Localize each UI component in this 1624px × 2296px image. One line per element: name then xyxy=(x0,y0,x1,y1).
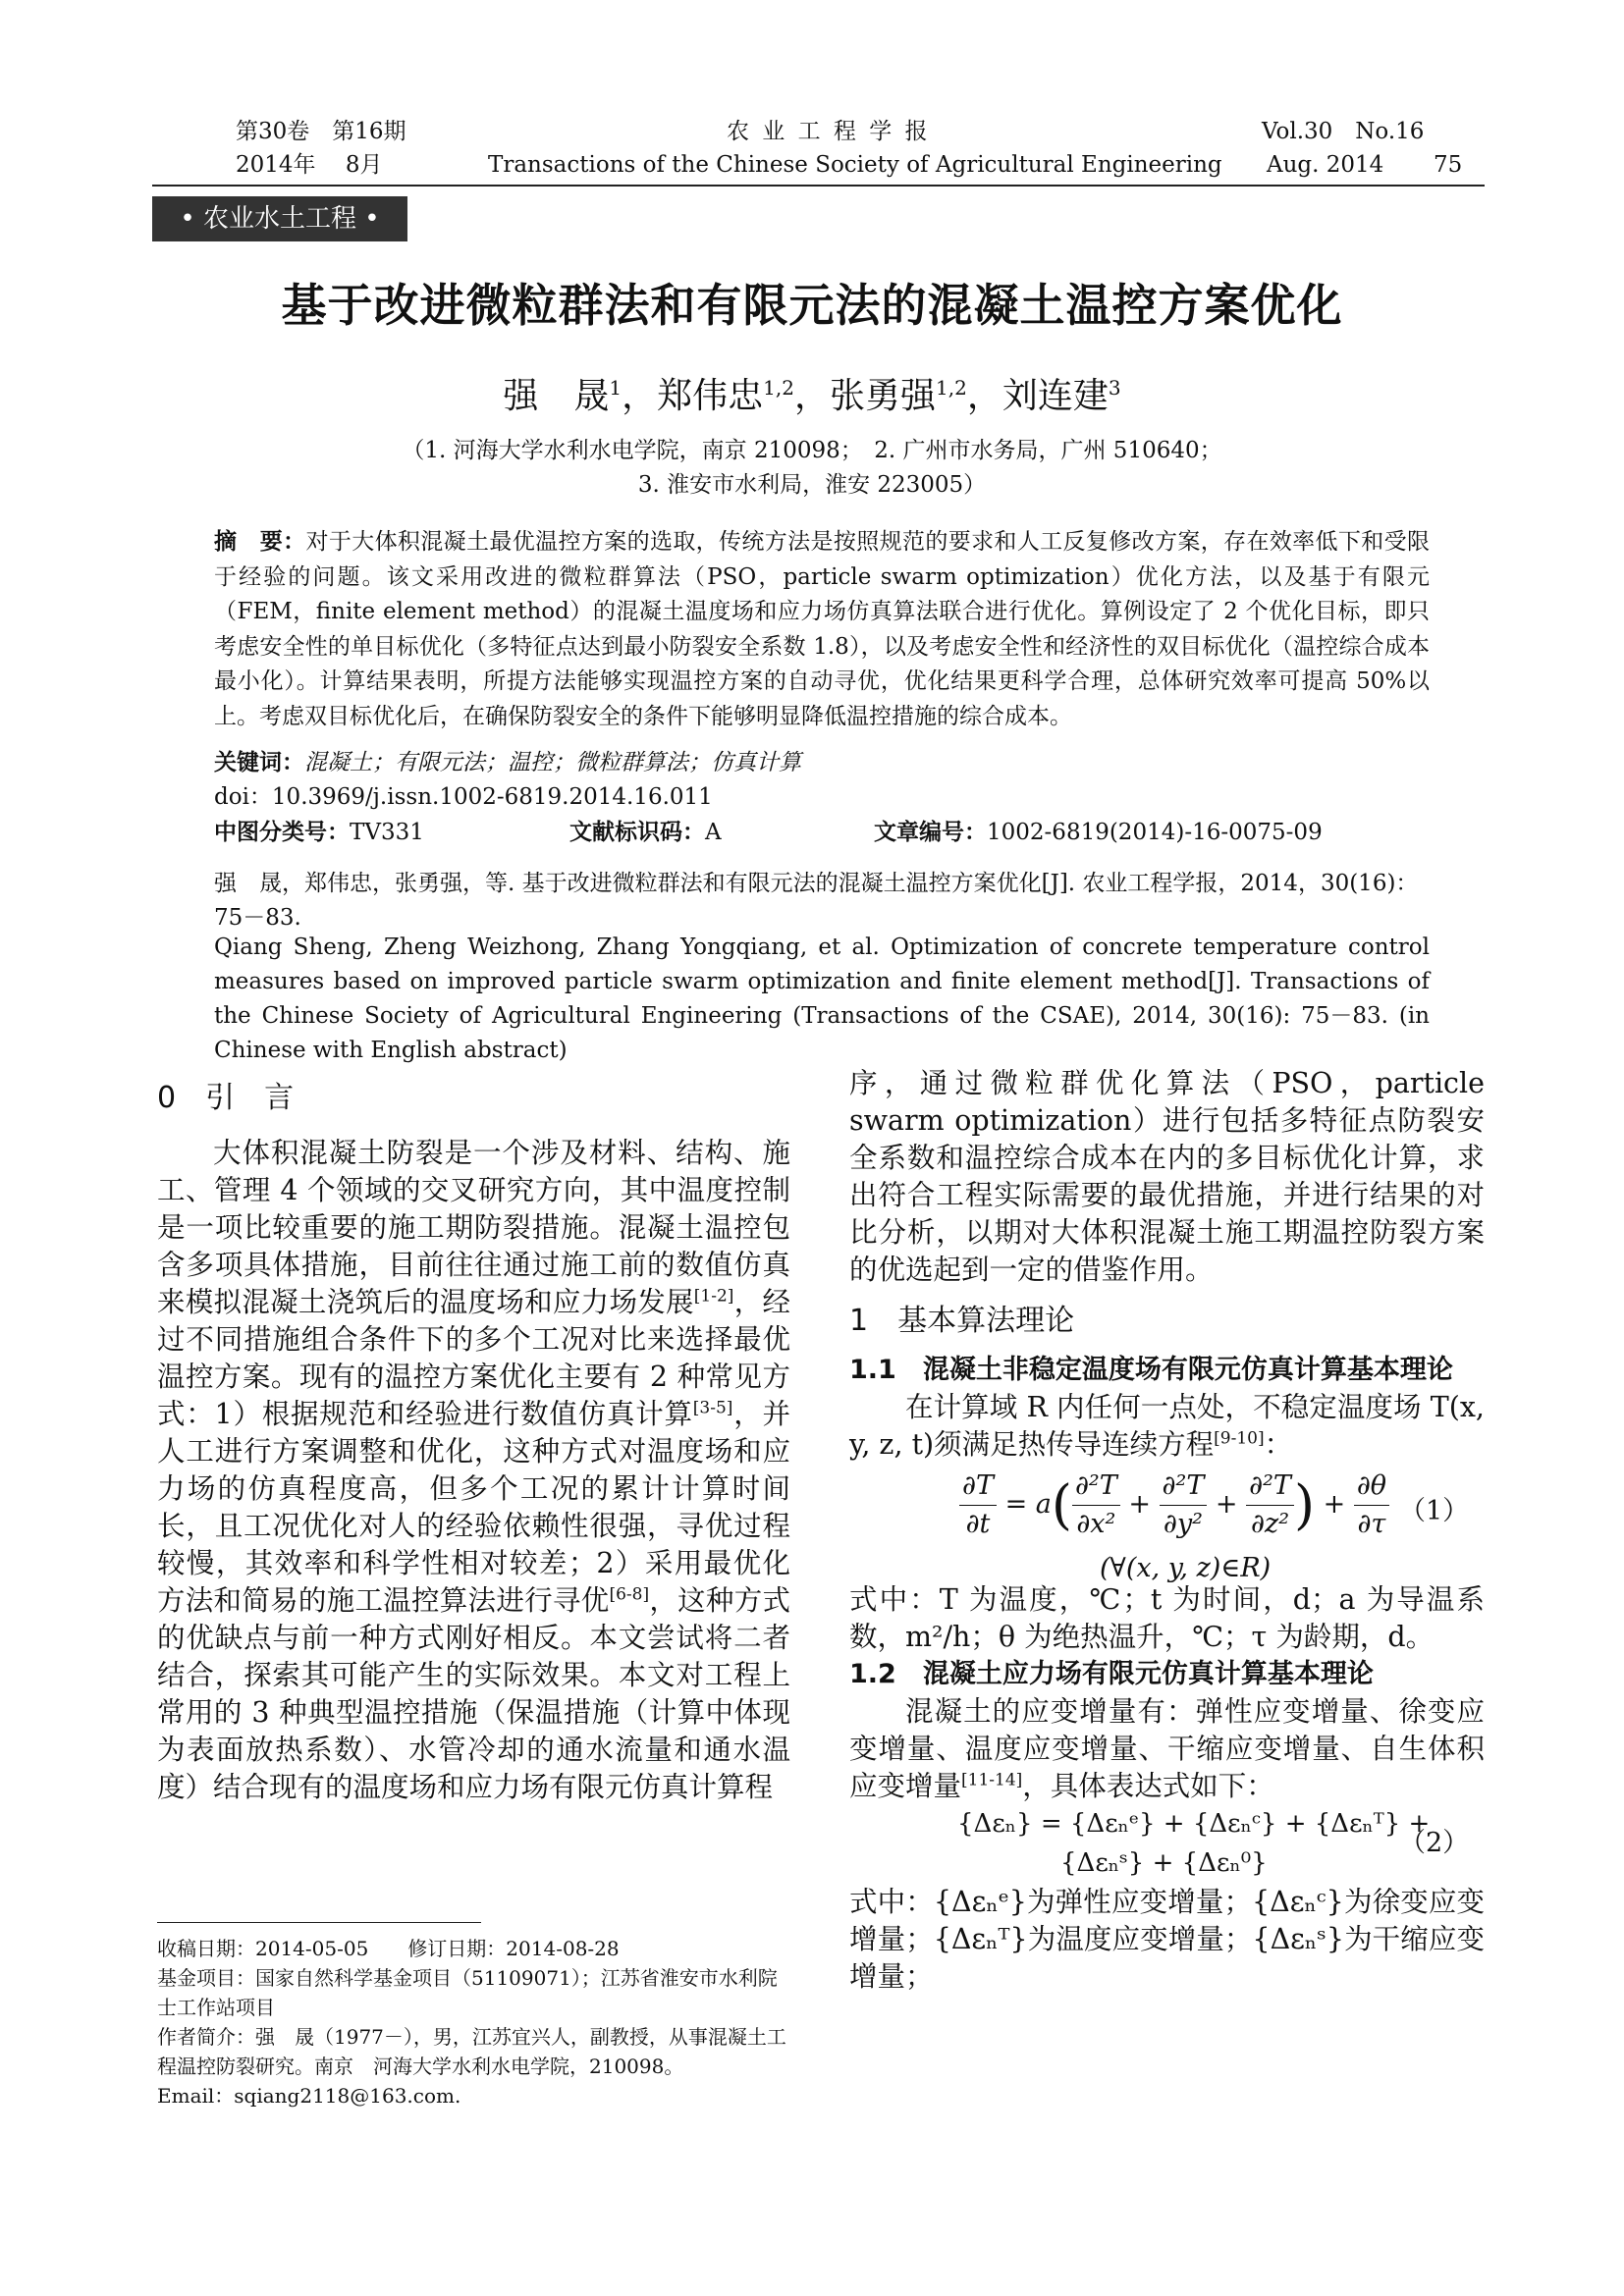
paper-title: 基于改进微粒群法和有限元法的混凝土温控方案优化 xyxy=(281,279,1343,332)
author-affil-sup: 1 xyxy=(609,376,623,400)
section-heading-1: 1 基本算法理论 xyxy=(849,1304,1075,1338)
doi: doi：10.3969/j.issn.1002-6819.2014.16.011 xyxy=(214,784,713,810)
equation-2-line-2: {Δεₙˢ} + {Δεₙ⁰} xyxy=(1060,1848,1268,1878)
affiliation-line-1: （1. 河海大学水利水电学院，南京 210098； 2. 广州市水务局，广州 510640； xyxy=(402,438,1222,463)
left-column xyxy=(157,1080,790,1806)
footnote-rule xyxy=(157,1922,481,1923)
header-date-en: Aug. 2014 xyxy=(1267,152,1384,178)
section-heading-introduction: 0 引 言 xyxy=(157,1081,295,1115)
introduction-paragraph xyxy=(157,1135,790,1806)
introduction-continuation: 序，通过微粒群优化算法（PSO，particle swarm optimization）进行包括多特征点防裂安全系数和温控综合成本在内的多目标优化计算，求出符合工程实际需要的最优措施，并进行结果的对比分析，以期对大体积混凝土施工期温控防裂方案的优选起到一定的借鉴作用。 xyxy=(849,1067,1485,1286)
footnote-email: Email：sqiang2118@163.com. xyxy=(157,2084,461,2108)
footnote xyxy=(157,1934,790,2110)
article-number xyxy=(874,814,1323,846)
text-run: 大体积混凝土防裂是一个涉及材料、结构、施工、管理 4 个领域的交叉研究方向，其中温度控制是一项比较重要的施工期防裂措施。混凝土温控包含多项具体措施，目前往往通过施工前的数值仿真来模拟混凝土浇筑后的温度场和应力场发展 xyxy=(157,1137,790,1318)
footnote-received: 收稿日期：2014-05-05 修订日期：2014-08-28 xyxy=(157,1937,620,1960)
document-code xyxy=(569,814,722,846)
clc-value: TV331 xyxy=(350,820,424,845)
text-run: ，具体表达式如下： xyxy=(1022,1770,1274,1802)
text-run: ，经过不同措施组合条件下的多个工况对比来选择最优温控方案。现有的温控方案优化主要有 2 种常见方式：1）根据规范和经验进行数值仿真计算 xyxy=(157,1286,790,1430)
author-affil-sup: 1,2 xyxy=(936,376,967,400)
citation-ref[interactable]: [9-10] xyxy=(1214,1428,1265,1449)
equation-2 xyxy=(849,1805,1485,1884)
text-run: ，并人工进行方案调整和优化，这种方式对温度场和应力场的仿真程度高，但多个工况的累计计算时间长，且工况优化对人的经验依赖性很强，寻优过程较慢，其效率和科学性相对较差；2）采用最优化方法和简易的施工温控算法进行寻优 xyxy=(157,1398,790,1617)
equation-1-condition: (∀(x, y, z)∈R) xyxy=(1100,1553,1272,1583)
citation-english: Qiang Sheng, Zheng Weizhong, Zhang Yongqiang, et al. Optimization of concrete temperature control measures based on improved particle swarm optimization and finite element method[J]. Transactions of the Chinese Society of Agricultural Engineering (Transactions of the CSAE), 2014, 30(16): 75－83. (in Chinese with English abstract) xyxy=(214,934,1430,1063)
abstract-text: 对于大体积混凝土最优温控方案的选取，传统方法是按照规范的要求和人工反复修改方案，存在效率低下和受限于经验的问题。该文采用改进的微粒群算法（PSO，particle swarm optimization）优化方法，以及基于有限元（FEM，finite element method）的混凝土温度场和应力场仿真算法联合进行优化。算例设定了 2 个优化目标，即只考虑安全性的单目标优化（多特征点达到最小防裂安全系数 1.8），以及考虑安全性和经济性的双目标优化（温控综合成本最小化）。计算结果表明，所提方法能够实现温控方案的自动寻优，优化结果更科学合理，总体研究效率可提高 50%以上。考虑双目标优化后，在确保防裂安全的条件下能够明显降低温控措施的综合成本。 xyxy=(214,529,1431,729)
paragraph-1-2-symbols: 式中：{Δεₙᵉ}为弹性应变增量；{Δεₙᶜ}为徐变应变增量；{Δεₙᵀ}为温度应变增量；{Δεₙˢ}为干缩应变增量； xyxy=(849,1886,1485,1993)
section-heading-1-1: 1.1 混凝土非稳定温度场有限元仿真计算基本理论 xyxy=(849,1355,1453,1385)
equation-2-number: （2） xyxy=(1399,1828,1470,1858)
author-name: 郑伟忠 xyxy=(657,376,764,416)
author-name: 强 晟 xyxy=(503,376,610,416)
citation-ref[interactable]: [11-14] xyxy=(961,1770,1023,1790)
header-year-cn: 2014年 8月 xyxy=(236,152,383,178)
keywords xyxy=(214,744,801,776)
keywords-text: 混凝土；有限元法；温控；微粒群算法；仿真计算 xyxy=(304,750,801,775)
abstract-label: 摘 要： xyxy=(214,529,306,555)
text-run: 在计算域 R 内任何一点处，不稳定温度场 T(x, y, z, t)须满足热传导连续方程 xyxy=(849,1391,1485,1461)
citation-ref[interactable]: [3-5] xyxy=(692,1398,733,1418)
header-volume-en: Vol.30 No.16 xyxy=(1262,119,1425,144)
citation-ref[interactable]: [1-2] xyxy=(693,1286,734,1307)
equation-2-line-1: {Δεₙ} = {Δεₙᵉ} + {Δεₙᶜ} + {Δεₙᵀ} + xyxy=(957,1809,1431,1839)
author-list: 强 晟$^1$，郑伟忠$^{1,2}$，张勇强$^{1,2}$，刘连建$^3$ xyxy=(503,376,1121,416)
footnote-fund: 基金项目：国家自然科学基金项目（51109071）；江苏省淮安市水利院士工作站项目 xyxy=(157,1966,778,2019)
header-rule xyxy=(152,185,1485,187)
equation-1 xyxy=(849,1464,1485,1581)
doc-code-value: A xyxy=(705,820,722,845)
header-journal-cn: 农 业 工 程 学 报 xyxy=(727,119,931,144)
author-affil-sup: 1,2 xyxy=(763,376,794,400)
keywords-label: 关键词： xyxy=(214,750,304,775)
header-page-number: 75 xyxy=(1434,152,1463,178)
section-tag: • 农业水土工程 • xyxy=(152,196,407,241)
article-no-label: 文章编号： xyxy=(874,820,987,845)
footnote-author: 作者简介：强 晟（1977－），男，江苏宜兴人，副教授，从事混凝土工程温控防裂研究。南京 河海大学水利水电学院，210098。 xyxy=(157,2025,786,2078)
affiliation-line-2: 3. 淮安市水利局，淮安 223005） xyxy=(637,472,987,498)
header-journal-en: Transactions of the Chinese Society of Agricultural Engineering xyxy=(488,152,1222,178)
paragraph-1-1-symbols: 式中：T 为温度，℃；t 为时间，d；a 为导温系数，m²/h；θ 为绝热温升，℃；τ 为龄期，d。 xyxy=(849,1583,1485,1653)
citation-ref[interactable]: [6-8] xyxy=(609,1584,650,1605)
paragraph-1-2 xyxy=(849,1693,1485,1805)
author-name: 张勇强 xyxy=(830,376,937,416)
paragraph-1-1 xyxy=(849,1389,1485,1464)
clc-number xyxy=(214,814,424,846)
abstract xyxy=(214,525,1430,734)
header-volume-cn: 第30卷 第16期 xyxy=(236,119,406,144)
clc-label: 中图分类号： xyxy=(214,820,350,845)
citation-chinese: 强 晟，郑伟忠，张勇强，等. 基于改进微粒群法和有限元法的混凝土温控方案优化[J]. 农业工程学报，2014，30(16)：75－83. xyxy=(214,871,1419,931)
doc-code-label: 文献标识码： xyxy=(569,820,705,845)
equation-1-body: $\frac{\partial T}{\partial t}$ = a( $\frac{\text{∂²T}}{\text{∂x²}}$ + $\frac{\text{∂²T}}{\text{∂y²}}$ + $\frac{\text{∂²T}}{\text{∂z²}}$ ) + $\frac{\partial\theta}{\partial\tau}$ xyxy=(959,1468,1389,1543)
section-heading-1-2: 1.2 混凝土应力场有限元仿真计算基本理论 xyxy=(849,1659,1374,1689)
author-affil-sup: 3 xyxy=(1108,376,1121,400)
article-no-value: 1002-6819(2014)-16-0075-09 xyxy=(987,820,1323,845)
text-run: 混凝土的应变增量有：弹性应变增量、徐变应变增量、温度应变增量、干缩应变增量、自生体积应变增量 xyxy=(849,1695,1485,1802)
text-run: ，这种方式的优缺点与前一种方式刚好相反。本文尝试将二者结合，探索其可能产生的实际效果。本文对工程上常用的 3 种典型温控措施（保温措施（计算中体现为表面放热系数）、水管冷却的通水流量和通水温度）结合现有的温度场和应力场有限元仿真计算程 xyxy=(157,1584,790,1803)
text-run: ： xyxy=(1264,1428,1293,1461)
author-name: 刘连建 xyxy=(1001,376,1109,416)
right-column xyxy=(849,1065,1485,1996)
equation-1-number: （1） xyxy=(1399,1496,1470,1526)
